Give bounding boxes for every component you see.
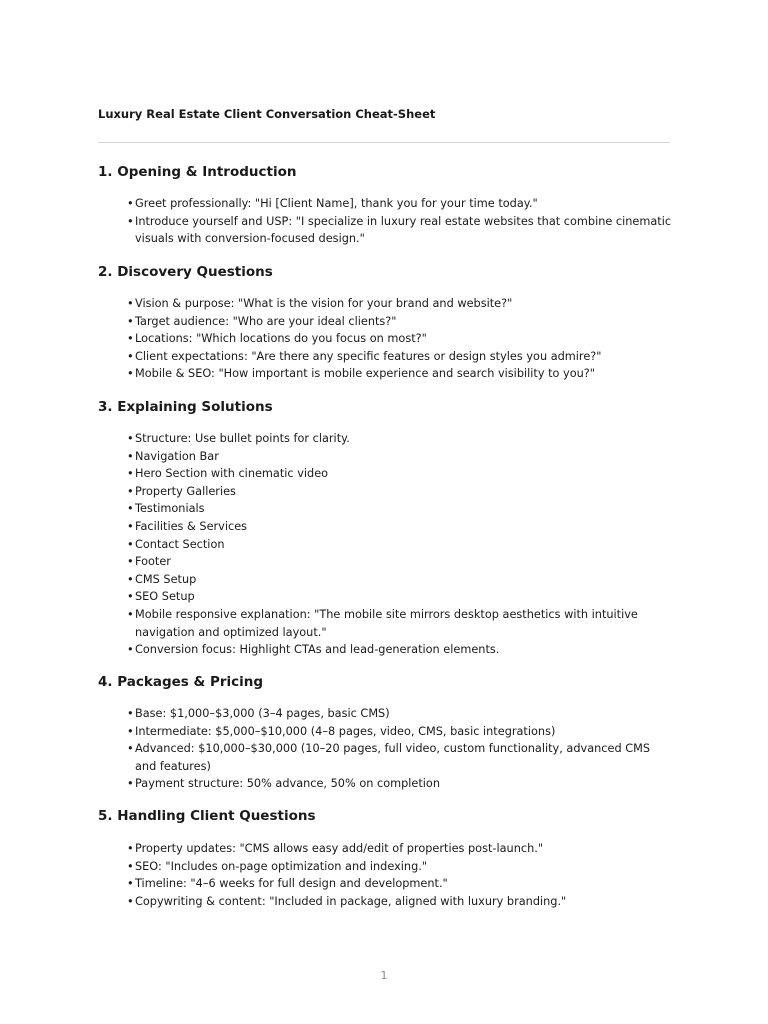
list-item: • Property Galleries — [127, 484, 236, 498]
title-divider — [98, 142, 670, 143]
section-handling-client-questions — [98, 807, 670, 908]
list-item: • Footer — [127, 555, 171, 569]
section-packages-pricing — [98, 673, 670, 791]
list-item: • Contact Section — [127, 537, 225, 551]
section-discovery-questions — [98, 263, 670, 381]
list-item: • Advanced: $10,000–$30,000 (10–20 pages, full video, custom functionality, advanced CMS and features) — [127, 742, 651, 773]
list-item: • Vision & purpose: "What is the vision for your brand and website?" — [127, 297, 513, 310]
section-opening-introduction — [98, 163, 672, 246]
list-item: • Testimonials — [127, 502, 205, 516]
bullet-list — [127, 195, 672, 248]
list-item: • Base: $1,000–$3,000 (3–4 pages, basic CMS) — [127, 707, 390, 720]
list-item: • Conversion focus: Highlight CTAs and lead-generation elements. — [127, 643, 500, 657]
bullet-list — [127, 840, 672, 910]
bullet-list — [127, 705, 672, 793]
list-item: • Structure: Use bullet points for clarity. — [127, 432, 350, 445]
list-item: • Mobile & SEO: "How important is mobile experience and search visibility to you?" — [127, 367, 595, 381]
list-item: • Client expectations: "Are there any specific features or design styles you admire?" — [127, 349, 602, 363]
list-item: • Locations: "Which locations do you focus on most?" — [127, 332, 427, 346]
list-item: • Intermediate: $5,000–$10,000 (4–8 pages, video, CMS, basic integrations) — [127, 724, 556, 738]
list-item: • Copywriting & content: "Included in package, aligned with luxury branding." — [127, 894, 567, 908]
list-item: • Introduce yourself and USP: "I specialize in luxury real estate websites that combine cinematic visuals with conversion-focused design." — [127, 214, 672, 246]
list-item: • SEO Setup — [127, 590, 195, 604]
section-explaining-solutions — [98, 398, 670, 657]
list-item: • Property updates: "CMS allows easy add/edit of properties post-launch." — [127, 842, 544, 855]
list-item: • Hero Section with cinematic video — [127, 467, 329, 481]
list-item: • Mobile responsive explanation: "The mobile site mirrors desktop aesthetics with intuitive navigation and optimized layout." — [127, 607, 638, 639]
page-number: 1 — [380, 969, 388, 982]
list-item: • Greet professionally: "Hi [Client Name], thank you for your time today." — [127, 197, 538, 210]
list-item: • Timeline: "4–6 weeks for full design and development." — [127, 877, 448, 891]
list-item: • CMS Setup — [127, 572, 197, 586]
list-item: • Facilities & Services — [127, 519, 248, 533]
section-heading: 3. Explaining Solutions — [98, 399, 273, 415]
section-heading: 4. Packages & Pricing — [98, 674, 264, 690]
section-heading: 1. Opening & Introduction — [98, 164, 297, 180]
bullet-list — [127, 295, 672, 383]
bullet-list — [127, 430, 672, 659]
section-heading: 2. Discovery Questions — [98, 264, 273, 280]
list-item: • Navigation Bar — [127, 449, 219, 463]
document-title: Luxury Real Estate Client Conversation Cheat-Sheet — [98, 107, 436, 121]
list-item: • Payment structure: 50% advance, 50% on completion — [127, 777, 441, 791]
list-item: • Target audience: "Who are your ideal clients?" — [127, 314, 397, 328]
list-item: • SEO: "Includes on-page optimization and indexing." — [127, 859, 428, 873]
section-heading: 5. Handling Client Questions — [98, 808, 316, 824]
